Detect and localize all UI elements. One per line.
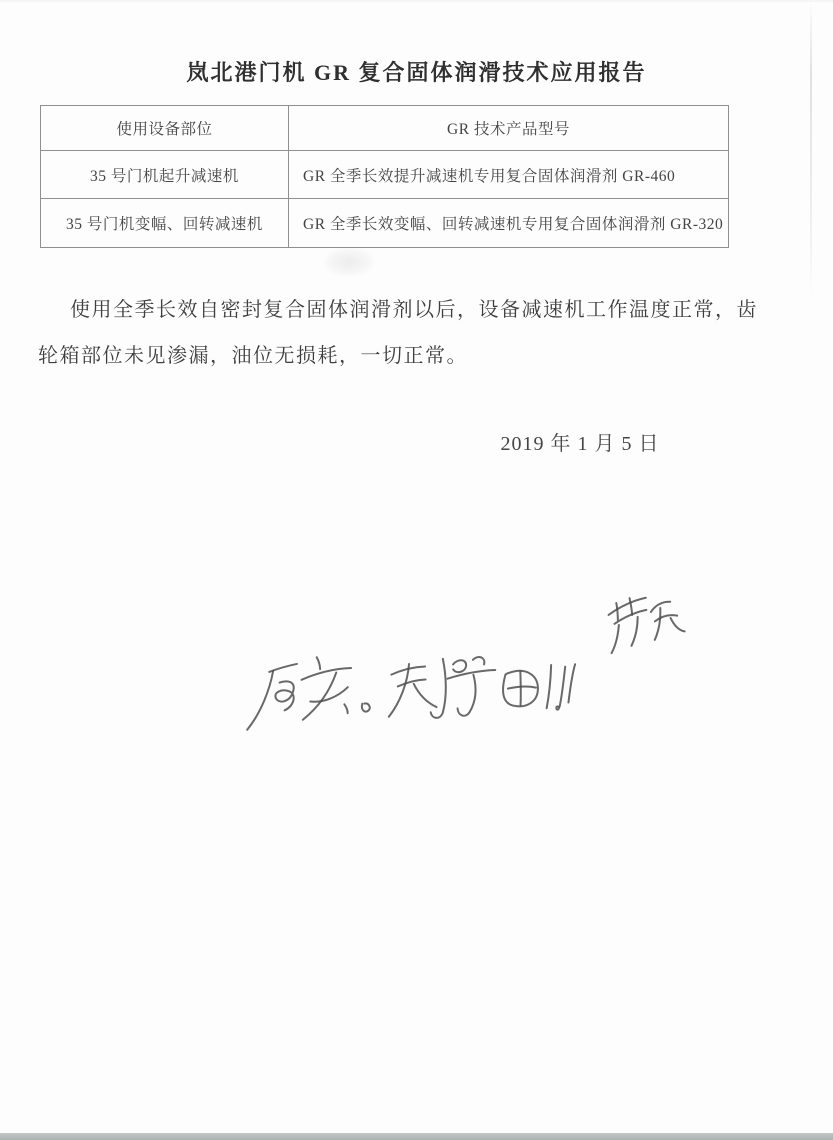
cell-product-model: GR 全季长效提升减速机专用复合固体润滑剂 GR-460 (289, 151, 729, 199)
handwritten-approval-note (578, 584, 688, 663)
cell-product-model: GR 全季长效变幅、回转减速机专用复合固体润滑剂 GR-320 (289, 199, 729, 248)
cell-equipment-part: 35 号门机变幅、回转减速机 (41, 199, 289, 248)
handwritten-signature (238, 634, 581, 751)
document-title: 岚北港门机 GR 复合固体润滑技术应用报告 (186, 60, 647, 85)
table-row (41, 151, 729, 199)
header-cell-product-model: GR 技术产品型号 (289, 106, 729, 151)
cell-equipment-part: 35 号门机起升减速机 (41, 151, 289, 199)
document-date: 2019 年 1 月 5 日 (500, 433, 660, 455)
scan-bottom-edge (0, 1133, 833, 1140)
table-row (41, 199, 729, 248)
scan-smudge-artifact (313, 241, 385, 283)
body-paragraph-line: 轮箱部位未见渗漏，油位无损耗，一切正常。 (38, 345, 468, 367)
scan-fold-line (810, 0, 812, 300)
header-cell-equipment-part: 使用设备部位 (41, 106, 289, 151)
table-header-row (41, 106, 729, 151)
equipment-lubricant-table (40, 105, 729, 248)
scan-top-edge (0, 0, 833, 2)
body-paragraph-line: 使用全季长效自密封复合固体润滑剂以后，设备减速机工作温度正常，齿 (70, 299, 758, 321)
